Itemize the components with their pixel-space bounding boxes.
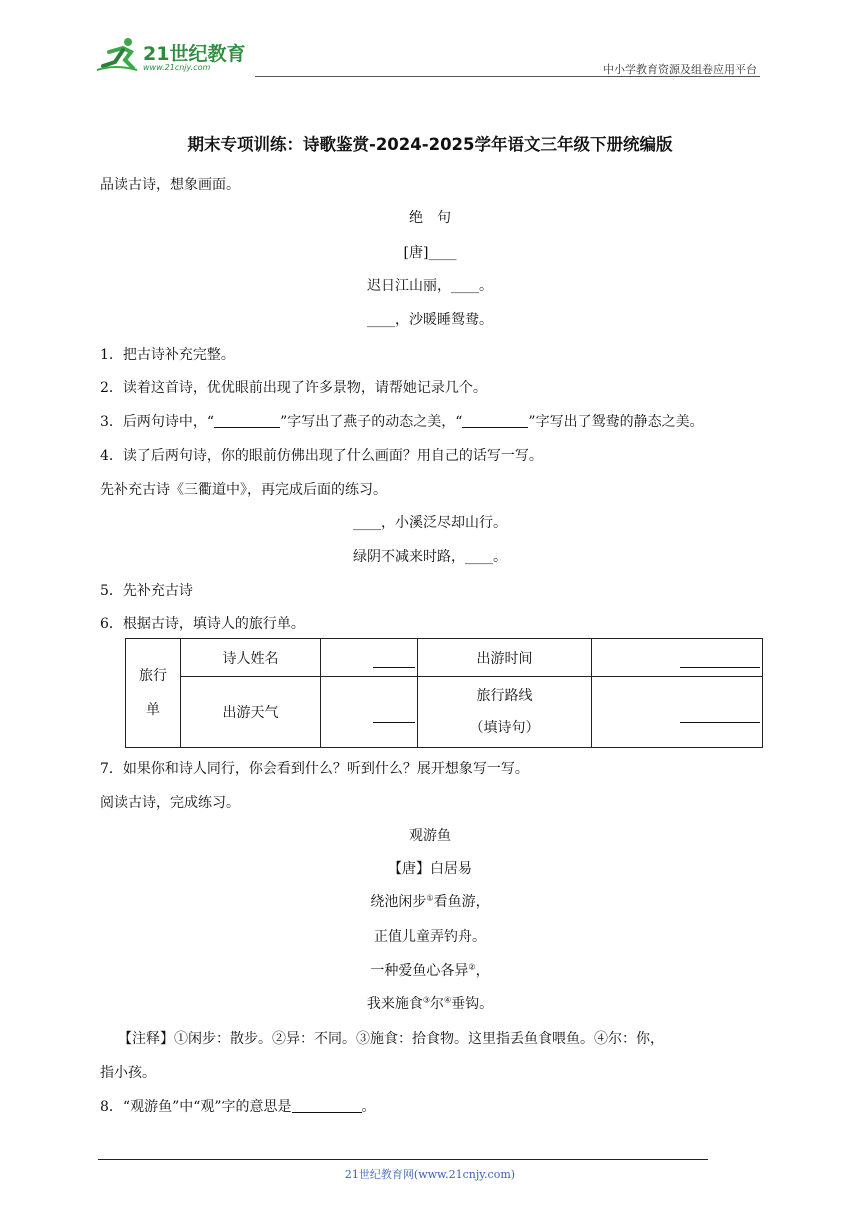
poem3-line4: 我来施食③尔④垂钩。 [366, 995, 494, 1012]
q3-text-b: ”字写出了燕子的动态之美，“ [280, 414, 463, 430]
question-2: 2．读着这首诗，优优眼前出现了许多景物，请帮她记录几个。 [100, 380, 487, 396]
runner-icon [97, 38, 137, 70]
question-5: 5．先补充古诗 [100, 583, 193, 599]
section3-intro: 阅读古诗，完成练习。 [100, 795, 240, 811]
poem1-dynasty: [唐]____ [403, 245, 457, 261]
travel-form-table [125, 638, 763, 748]
question-7: 7．如果你和诗人同行，你会看到什么？听到什么？展开想象写一写。 [100, 761, 529, 777]
footer-divider [98, 1159, 708, 1160]
question-8: 8．“观游鱼”中“观”字的意思是 。 [100, 1099, 376, 1115]
q3-blank-2[interactable] [462, 413, 528, 428]
poet-name-cell [321, 639, 418, 677]
q3-text-c: ”字写出了鸳鸯的静态之美。 [528, 414, 704, 430]
poem1-title: 绝 句 [409, 210, 451, 226]
route-cell [592, 677, 763, 748]
page-header [95, 28, 760, 80]
poet-name-blank[interactable] [373, 653, 415, 668]
footer-link[interactable]: 21世纪教育网(www.21cnjy.com) [344, 1168, 516, 1181]
table-row-header: 旅行 单 [126, 639, 181, 748]
platform-name: 中小学教育资源及组卷应用平台 [603, 63, 757, 76]
weather-label: 出游天气 [181, 677, 321, 748]
poem3-author: 【唐】白居易 [388, 861, 472, 877]
question-3 [100, 411, 704, 431]
weather-blank[interactable] [373, 708, 415, 723]
question-6: 6．根据古诗，填诗人的旅行单。 [100, 616, 305, 632]
poem3-line3: 一种爱鱼心各异②， [370, 962, 490, 979]
travel-time-cell [592, 639, 763, 677]
q8-blank[interactable] [292, 1098, 362, 1113]
question-4: 4．读了后两句诗，你的眼前仿佛出现了什么画面？用自己的话写一写。 [100, 448, 543, 464]
travel-time-blank[interactable] [680, 653, 760, 668]
q3-blank-1[interactable] [214, 413, 280, 428]
poem2-line2: 绿阴不减来时路，____。 [353, 549, 507, 565]
route-label: 旅行路线 （填诗句） [418, 677, 592, 748]
site-logo[interactable] [95, 36, 255, 74]
poem1-line2: ____，沙暖睡鸳鸯。 [367, 312, 493, 328]
poem1-line1: 迟日江山丽，____。 [367, 278, 493, 294]
poem3-notes-line2: 指小孩。 [100, 1065, 156, 1081]
poem3-title: 观游鱼 [409, 828, 451, 844]
route-blank[interactable] [680, 708, 760, 723]
travel-time-label: 出游时间 [418, 639, 592, 677]
section2-intro: 先补充古诗《三衢道中》，再完成后面的练习。 [100, 482, 387, 498]
document-title: 期末专项训练：诗歌鉴赏-2024-2025学年语文三年级下册统编版 [187, 135, 673, 154]
section1-intro: 品读古诗，想象画面。 [100, 177, 240, 193]
poem2-line1: ____，小溪泛尽却山行。 [353, 515, 507, 531]
poet-name-label: 诗人姓名 [181, 639, 321, 677]
logo-url: www.21cnjy.com [143, 63, 211, 72]
question-1: 1．把古诗补充完整。 [100, 347, 235, 363]
weather-cell [321, 677, 418, 748]
logo-text: 21世纪教育 [143, 43, 246, 65]
poem3-line1: 绕池闲步①看鱼游， [370, 893, 490, 910]
q3-text-a: 3．后两句诗中，“ [100, 414, 215, 430]
poem3-line2: 正值儿童弄钓舟。 [374, 929, 486, 945]
poem3-notes-line1: 【注释】①闲步：散步。②异：不同。③施食：拾食物。这里指丢鱼食喂鱼。④尔：你， [118, 1031, 664, 1047]
